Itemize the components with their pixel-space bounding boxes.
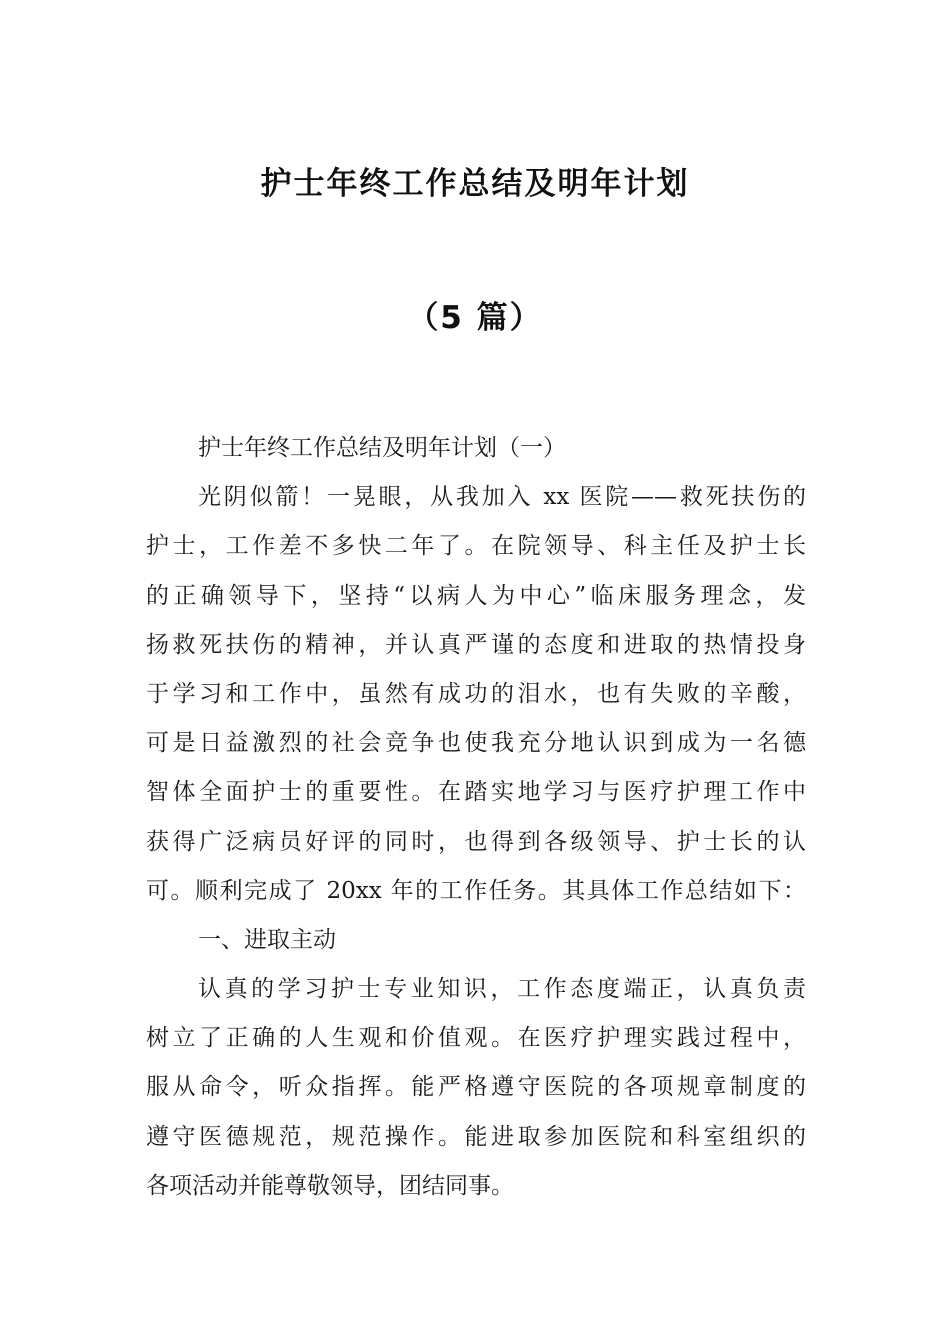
paragraph-line: 树立了正确的人生观和价值观。在医疗护理实践过程中， <box>146 1025 806 1052</box>
subsection-heading: 一、进取主动 <box>198 926 336 953</box>
paragraph-line: 的正确领导下，坚持“以病人为中心”临床服务理念，发 <box>146 582 806 609</box>
paragraph-line: 服从命令，听众指挥。能严格遵守医院的各项规章制度的 <box>146 1074 806 1101</box>
document-body <box>146 424 806 1211</box>
paragraph-line: 各项活动并能尊敬领导，团结同事。 <box>146 1172 514 1199</box>
paragraph-line: 认真的学习护士专业知识，工作态度端正，认真负责 <box>198 976 806 1003</box>
paragraph-line: 扬救死扶伤的精神，并认真严谨的态度和进取的热情投身 <box>146 631 806 658</box>
document-title: 护士年终工作总结及明年计划 <box>260 166 690 202</box>
paragraph-line: 可是日益激烈的社会竞争也使我充分地认识到成为一名德 <box>146 730 806 757</box>
paragraph-line: 于学习和工作中，虽然有成功的泪水，也有失败的辛酸， <box>146 680 806 707</box>
paragraph-line: 护士，工作差不多快二年了。在院领导、科主任及护士长 <box>146 533 806 560</box>
paragraph-line: 可。顺利完成了 20xx 年的工作任务。其具体工作总结如下： <box>146 877 806 904</box>
paragraph-line: 获得广泛病员好评的同时，也得到各级领导、护士长的认 <box>146 828 806 855</box>
paragraph-line: 光阴似箭！一晃眼，从我加入 xx 医院——救死扶伤的 <box>198 484 806 511</box>
paragraph-line: 智体全面护士的重要性。在踏实地学习与医疗护理工作中 <box>146 779 806 806</box>
section-heading: 护士年终工作总结及明年计划（一） <box>198 435 566 461</box>
paragraph-line: 遵守医德规范，规范操作。能进取参加医院和科室组织的 <box>146 1123 806 1150</box>
document-subtitle: （5 篇） <box>407 300 543 336</box>
